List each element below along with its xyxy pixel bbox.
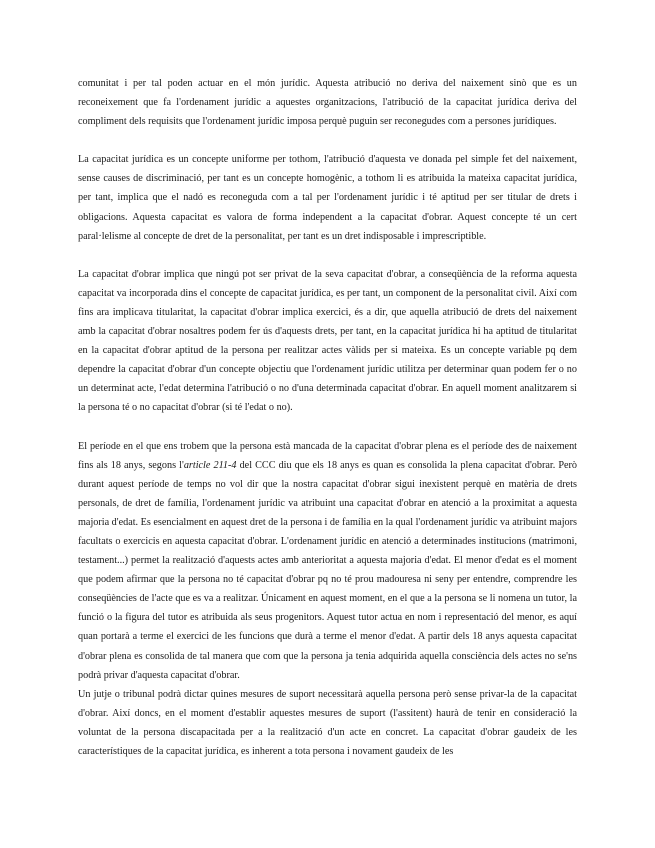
paragraph-4 <box>78 437 577 685</box>
paragraph-5: Un jutje o tribunal podrà dictar quines mesures de suport necessitarà aquella persona però sense privar-la de la capacitat d'obrar. Així doncs, en el moment d'establir aquestes mesures de suport (l'assitent) haurà de tenir en consideració la voluntat de la persona discapacitada per a la realització d'un acte en concret. La capacitat d'obrar gaudeix de les característiques de la capacitat jurídica, es inherent a tota persona i novament gaudeix de les <box>78 688 577 757</box>
paragraph-4-text-a: El període en el que ens trobem que la persona està mancada de la capacitat d'obrar plena es el període des de naixement fins als 18 anys, segons l' <box>78 440 577 471</box>
paragraph-3: La capacitat d'obrar implica que ningú pot ser privat de la seva capacitat d'obrar, a conseqüència de la reforma aquesta capacitat va incorporada dins el concepte de capacitat jurídica, es per tant, un component de la personalitat civil. Així com fins ara implicava titularitat, la capacitat d'obrar implica exercici, és a dir, que aquella atribució de drets del naixement amb la capacitat d'obrar nosaltres podem fer ús d'aquests drets, per tant, en la capacitat jurídica hi ha aptitud de titularitat en la capacitat d'obrar aptitud de la persona per realitzar actes vàlids per si mateixa. Es un concepte variable pq dem dependre la capacitat d'obrar d'un concepte objectiu que l'ordenament jurídic utilitza per determinar quan podem fer o no un determinat acte, l'edat determina l'atribució o no d'una determinada capacitat d'obrar. En aquell moment analitzarem si la persona té o no capacitat d'obrar (si té l'edat o no). <box>78 268 577 414</box>
document-body <box>78 74 577 761</box>
paragraph-4-text-b: del CCC diu que els 18 anys es quan es consolida la plena capacitat d'obrar. Però durant aquest període de temps no vol dir que la nostra capacitat d'obrar sigui inexistent perquè en matèria de drets personals, de dret de família, l'ordenament jurídic va atribuint una capacitat d'obrar en atenció a la proximitat a aquesta majoria d'edat. Es esencialment en aquest dret de la persona i de família en la qual l'ordenament jurídic va atribuint majors facultats o exercicis en aquesta capacitat d'obrar. L'ordenament jurídic en atenció a determinades institucions (matrimoni, testament...) permet la realització d'aquests actes amb anterioritat a aquesta majoria d'edat. El menor d'edat es el moment que podem afirmar que la persona no té capacitat d'obrar pq no té prou madouresa ni seny per entendre, comprendre les conseqüències de l'acte que es va a realitzar. Únicament en aquest moment, en el que a la persona se li nomena un tutor, la funció o la figura del tutor es atribuida als seus progenitors. Aquest tutor actua en nom i representació del menor, es aquí quan portarà a terme el exercici de les funcions que durà a terme el menor d'edat. A partir dels 18 anys aquesta capacitat d'obrar plena es consolida de tal manera que com que la persona ja tenia adquirida aquella consciència dels actes no se'ns podrà privar d'aquesta capacitat d'obrar. <box>78 459 578 681</box>
paragraph-2: La capacitat jurídica es un concepte uniforme per tothom, l'atribució d'aquesta ve donada pel simple fet del naixement, sense causes de discriminació, per tant es un concepte homogènic, a tothom li es atribuida la mateixa capacitat jurídica, per tant, implica que el nadó es reconeguda com a tal per l'ordenament jurídic i té aptitud per ser titular de drets i obligacions. Aquesta capacitat es valora de forma independent a la capacitat d'obrar. Aquest concepte té un cert paral·lelisme al concepte de dret de la personalitat, per tant es un dret indisposable i imprescriptible. <box>78 154 577 242</box>
paragraph-1: comunitat i per tal poden actuar en el món jurídic. Aquesta atribució no deriva del naixement sinò que es un reconeixement que fa l'ordenament jurídic a aquestes organitzacions, l'atribució de la capacitat jurídica deriva del compliment dels requisits que l'ordenament jurídic imposa perquè puguin ser reconegudes com a persones jurídiques. <box>78 78 577 128</box>
article-reference: article 211-4 <box>183 459 237 471</box>
